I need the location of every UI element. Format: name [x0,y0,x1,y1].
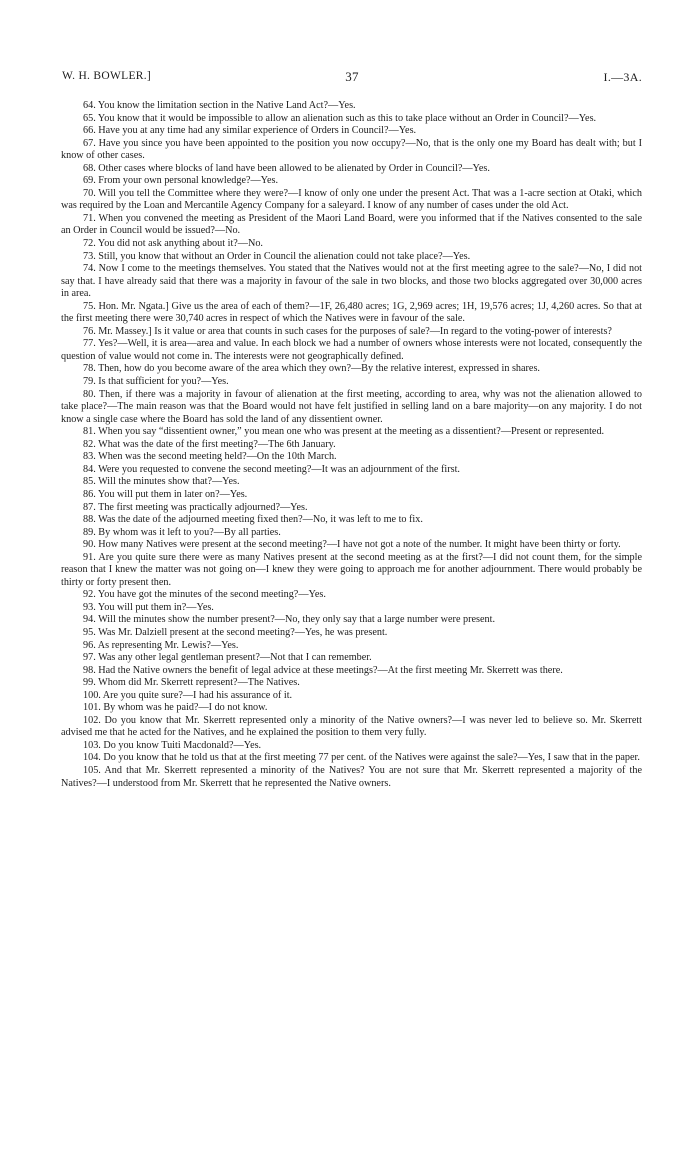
question-answer-paragraph: 83. When was the second meeting held?—On the 10th March. [83,451,337,463]
question-answer-paragraph: 81. When you say “dissentient owner,” you mean one who was present at the meeting as a dissentient?—Present or represented. [83,426,605,438]
question-answer-paragraph: 80. Then, if there was a majority in favour of alienation at the first meeting, according to area, why was not the alienation allowed to take place?—The main reason was that the Board would not have felt justified in selling land on a bare majority—on any majority. I do not know a single case where the Board has sold the land of any dissentient owner. [61,388,642,425]
question-answer-paragraph: 66. Have you at any time had any similar experience of Orders in Council?—Yes. [83,125,417,137]
question-answer-paragraph: 101. By whom was he paid?—I do not know. [83,702,268,714]
question-answer-paragraph: 77. Yes?—Well, it is area—area and value. In each block we had a number of owners whose interests were not located, consequently the question of value would not come in. The interests were not geographically defined. [61,338,642,362]
question-answer-paragraph: 89. By whom was it left to you?—By all parties. [83,526,281,538]
question-answer-paragraph: 102. Do you know that Mr. Skerrett represented only a minority of the Native owners?—I was never led to believe so. Mr. Skerrett advised me that he acted for the Natives, and he explained the position to them very fully. [61,714,642,739]
question-answer-paragraph: 70. Will you tell the Committee where they were?—I know of only one under the present Act. That was a 1-acre section at Otaki, which was required by the Loan and Mercantile Agency Company for a saleyard. I know of any number of cases under the old Act. [61,187,642,212]
author-running-head: W. H. BOWLER.] [62,70,152,82]
document-reference: I.—3A. [603,70,642,84]
question-answer-paragraph: 75. Hon. Mr. Ngata.] Give us the area of each of them?—1F, 26,480 acres; 1G, 2,969 acres; 1H, 19,576 acres; 1J, 4,260 acres. So that at the first meeting there were 30,740 acres in respect of which the Natives were in favour of the sale. [61,300,642,325]
question-answer-paragraph: 88. Was the date of the adjourned meeting fixed then?—No, it was left to me to fix. [83,514,423,526]
question-answer-paragraph: 94. Will the minutes show the number present?—No, they only say that a large number were present. [83,614,495,626]
question-answer-paragraph: 87. The first meeting was practically adjourned?—Yes. [83,501,308,513]
question-answer-paragraph: 95. Was Mr. Dalziell present at the second meeting?—Yes, he was present. [83,626,388,638]
question-answer-paragraph: 90. How many Natives were present at the second meeting?—I have not got a note of the number. It might have been thirty or forty. [83,539,621,551]
question-answer-paragraph: 74. Now I come to the meetings themselves. You stated that the Natives would not at the first meeting agree to the sale?—No, I did not say that. I have already said that there was a majority in favour of the sale in two blocks, and those two blocks aggregated over 30,000 acres in area. [61,263,642,300]
question-answer-paragraph: 103. Do you know Tuiti Macdonald?—Yes. [83,739,262,751]
question-answer-paragraph: 65. You know that it would be impossible to allow an alienation such as this to take place without an Order in Council?—Yes. [83,112,597,124]
page-header [62,70,642,84]
question-answer-paragraph: 82. What was the date of the first meeting?—The 6th January. [83,438,336,450]
question-answer-paragraph: 86. You will put them in later on?—Yes. [83,488,248,500]
question-answer-paragraph: 96. As representing Mr. Lewis?—Yes. [83,639,239,651]
question-answer-paragraph: 64. You know the limitation section in the Native Land Act?—Yes. [83,100,356,111]
question-answer-paragraph: 71. When you convened the meeting as President of the Maori Land Board, were you informed that if the Natives consented to the sale an Order in Council would be issued?—No. [61,212,642,237]
question-answer-paragraph: 93. You will put them in?—Yes. [83,601,214,613]
question-answer-paragraph: 105. And that Mr. Skerrett represented a minority of the Natives? You are not sure that Mr. Skerrett represented a majority of the Natives?—I understood from Mr. Skerrett that he represented the Native owners. [61,764,642,789]
question-answer-paragraph: 85. Will the minutes show that?—Yes. [83,476,240,488]
question-answer-paragraph: 98. Had the Native owners the benefit of legal advice at these meetings?—At the first meeting Mr. Skerrett was there. [83,664,563,676]
question-answer-paragraph: 79. Is that sufficient for you?—Yes. [83,376,229,388]
question-answer-paragraph: 104. Do you know that he told us that at the first meeting 77 per cent. of the Natives were against the sale?—Yes, I saw that in the paper. [83,752,640,764]
document-body [61,100,642,790]
question-answer-paragraph: 100. Are you quite sure?—I had his assurance of it. [83,689,293,701]
page-number: 37 [345,69,359,84]
question-answer-paragraph: 76. Mr. Massey.] Is it value or area that counts in such cases for the purposes of sale?—In regard to the voting-power of interests? [83,325,612,337]
question-answer-paragraph: 69. From your own personal knowledge?—Yes. [83,175,279,187]
question-answer-paragraph: 73. Still, you know that without an Order in Council the alienation could not take place?—Yes. [83,250,471,262]
question-answer-paragraph: 99. Whom did Mr. Skerrett represent?—The Natives. [83,677,300,689]
question-answer-paragraph: 92. You have got the minutes of the second meeting?—Yes. [83,589,326,601]
question-answer-paragraph: 72. You did not ask anything about it?—No. [83,238,263,250]
question-answer-paragraph: 78. Then, how do you become aware of the area which they own?—By the relative interest, expressed in shares. [83,363,540,375]
question-answer-paragraph: 84. Were you requested to convene the second meeting?—It was an adjournment of the first. [83,463,460,475]
question-answer-paragraph: 97. Was any other legal gentleman present?—Not that I can remember. [83,652,372,664]
question-answer-paragraph: 68. Other cases where blocks of land have been allowed to be alienated by Order in Council?—Yes. [83,162,490,174]
question-answer-paragraph: 91. Are you quite sure there were as many Natives present at the second meeting as at the first?—I did not count them, for the simple reason that I knew the matter was not going on—I knew they were going to approach me for another adjournment. There would probably be thirty or forty present then. [61,551,642,588]
question-answer-paragraph: 67. Have you since you have been appointed to the position you now occupy?—No, that is the only one my Board has dealt with; but I know of other cases. [61,137,642,162]
